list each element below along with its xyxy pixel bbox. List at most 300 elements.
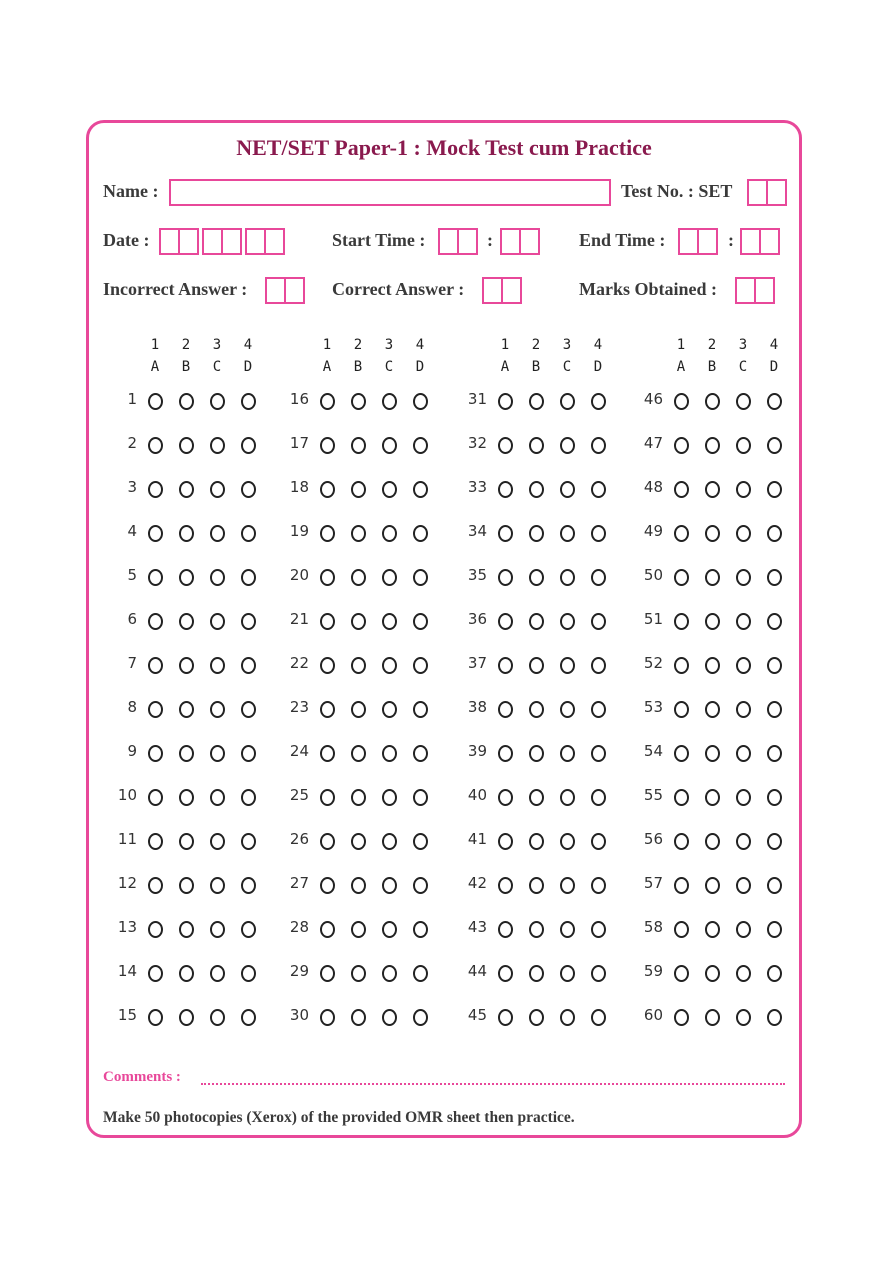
answer-bubble-q48-c[interactable] [736,481,751,498]
answer-bubble-q25-b[interactable] [351,789,366,806]
answer-bubble-q30-b[interactable] [351,1009,366,1026]
answer-bubble-q15-a[interactable] [148,1009,163,1026]
end-minute-box[interactable] [759,228,780,255]
answer-bubble-q24-a[interactable] [320,745,335,762]
answer-bubble-q56-b[interactable] [705,833,720,850]
answer-bubble-q11-a[interactable] [148,833,163,850]
answer-bubble-q58-c[interactable] [736,921,751,938]
answer-bubble-q49-b[interactable] [705,525,720,542]
answer-bubble-q47-c[interactable] [736,437,751,454]
answer-bubble-q9-b[interactable] [179,745,194,762]
answer-bubble-q6-d[interactable] [241,613,256,630]
answer-bubble-q14-d[interactable] [241,965,256,982]
answer-bubble-q15-b[interactable] [179,1009,194,1026]
start-hour-boxes[interactable] [438,228,476,255]
end-hour-box[interactable] [678,228,699,255]
answer-bubble-q42-d[interactable] [591,877,606,894]
answer-bubble-q53-a[interactable] [674,701,689,718]
answer-bubble-q31-b[interactable] [529,393,544,410]
answer-bubble-q43-b[interactable] [529,921,544,938]
answer-bubble-q3-a[interactable] [148,481,163,498]
test-no-boxes[interactable] [747,179,785,206]
question-number: 25 [289,786,309,804]
answer-bubble-q27-b[interactable] [351,877,366,894]
answer-bubble-q4-d[interactable] [241,525,256,542]
answer-bubble-q20-a[interactable] [320,569,335,586]
answer-bubble-q21-c[interactable] [382,613,397,630]
question-number: 6 [127,610,137,628]
answer-bubble-q26-d[interactable] [413,833,428,850]
answer-bubble-q39-d[interactable] [591,745,606,762]
answer-bubble-q6-b[interactable] [179,613,194,630]
answer-bubble-q35-b[interactable] [529,569,544,586]
answer-bubble-q20-c[interactable] [382,569,397,586]
incorrect-answer-boxes[interactable] [265,277,303,304]
answer-bubble-q23-c[interactable] [382,701,397,718]
answer-bubble-q39-b[interactable] [529,745,544,762]
answer-bubble-q30-d[interactable] [413,1009,428,1026]
answer-bubble-q46-d[interactable] [767,393,782,410]
answer-bubble-q34-b[interactable] [529,525,544,542]
answer-bubble-q52-d[interactable] [767,657,782,674]
answer-bubble-q5-b[interactable] [179,569,194,586]
start-hour-box[interactable] [438,228,459,255]
answer-bubble-q33-c[interactable] [560,481,575,498]
answer-bubble-q18-b[interactable] [351,481,366,498]
answer-bubble-q45-d[interactable] [591,1009,606,1026]
answer-bubble-q50-b[interactable] [705,569,720,586]
answer-bubble-q18-c[interactable] [382,481,397,498]
answer-bubble-q4-a[interactable] [148,525,163,542]
answer-bubble-q50-d[interactable] [767,569,782,586]
date-digit-box[interactable] [245,228,266,255]
answer-bubble-q37-b[interactable] [529,657,544,674]
answer-bubble-q48-b[interactable] [705,481,720,498]
answer-bubble-q48-a[interactable] [674,481,689,498]
answer-bubble-q29-c[interactable] [382,965,397,982]
answer-bubble-q7-c[interactable] [210,657,225,674]
answer-bubble-q22-a[interactable] [320,657,335,674]
answer-bubble-q39-c[interactable] [560,745,575,762]
answer-bubble-q53-d[interactable] [767,701,782,718]
answer-bubble-q40-a[interactable] [498,789,513,806]
incorrect-answer-box[interactable] [284,277,305,304]
answer-bubble-q47-d[interactable] [767,437,782,454]
answer-bubble-q53-b[interactable] [705,701,720,718]
correct-answer-box[interactable] [482,277,503,304]
answer-bubble-q38-b[interactable] [529,701,544,718]
answer-bubble-q44-b[interactable] [529,965,544,982]
answer-bubble-q28-d[interactable] [413,921,428,938]
answer-bubble-q28-a[interactable] [320,921,335,938]
answer-bubble-q56-c[interactable] [736,833,751,850]
answer-bubble-q36-c[interactable] [560,613,575,630]
answer-bubble-q54-a[interactable] [674,745,689,762]
answer-bubble-q4-c[interactable] [210,525,225,542]
answer-bubble-q31-c[interactable] [560,393,575,410]
answer-bubble-q45-a[interactable] [498,1009,513,1026]
answer-bubble-q3-c[interactable] [210,481,225,498]
date-digit-box[interactable] [159,228,180,255]
answer-bubble-q17-a[interactable] [320,437,335,454]
answer-bubble-q58-a[interactable] [674,921,689,938]
answer-bubble-q33-b[interactable] [529,481,544,498]
answer-bubble-q60-d[interactable] [767,1009,782,1026]
end-minute-boxes[interactable] [740,228,778,255]
answer-bubble-q49-c[interactable] [736,525,751,542]
answer-bubble-q8-b[interactable] [179,701,194,718]
option-letter-header: A [322,359,332,375]
answer-bubble-q5-a[interactable] [148,569,163,586]
answer-bubble-q15-d[interactable] [241,1009,256,1026]
answer-bubble-q27-a[interactable] [320,877,335,894]
answer-bubble-q30-c[interactable] [382,1009,397,1026]
answer-bubble-q29-b[interactable] [351,965,366,982]
answer-bubble-q57-d[interactable] [767,877,782,894]
question-number: 45 [467,1006,487,1024]
answer-bubble-q50-a[interactable] [674,569,689,586]
answer-bubble-q26-a[interactable] [320,833,335,850]
answer-bubble-q53-c[interactable] [736,701,751,718]
answer-bubble-q23-a[interactable] [320,701,335,718]
answer-bubble-q31-d[interactable] [591,393,606,410]
answer-bubble-q50-c[interactable] [736,569,751,586]
answer-bubble-q7-a[interactable] [148,657,163,674]
answer-bubble-q2-a[interactable] [148,437,163,454]
instruction-note: Make 50 photocopies (Xerox) of the provided OMR sheet then practice. [103,1109,575,1126]
answer-bubble-q18-a[interactable] [320,481,335,498]
end-hour-box[interactable] [697,228,718,255]
answer-bubble-q25-d[interactable] [413,789,428,806]
answer-bubble-q41-d[interactable] [591,833,606,850]
answer-bubble-q52-b[interactable] [705,657,720,674]
marks-obtained-box[interactable] [735,277,756,304]
option-number-header: 4 [769,337,779,353]
answer-bubble-q32-a[interactable] [498,437,513,454]
option-letter-header: D [593,359,603,375]
answer-bubble-q55-c[interactable] [736,789,751,806]
answer-bubble-q43-a[interactable] [498,921,513,938]
marks-obtained-boxes[interactable] [735,277,773,304]
question-number: 14 [117,962,137,980]
start-minute-box[interactable] [500,228,521,255]
answer-bubble-q25-c[interactable] [382,789,397,806]
marks-obtained-box[interactable] [754,277,775,304]
answer-bubble-q42-a[interactable] [498,877,513,894]
answer-bubble-q31-a[interactable] [498,393,513,410]
question-number: 53 [643,698,663,716]
answer-bubble-q59-a[interactable] [674,965,689,982]
answer-bubble-q45-b[interactable] [529,1009,544,1026]
answer-bubble-q14-a[interactable] [148,965,163,982]
answer-bubble-q42-b[interactable] [529,877,544,894]
answer-bubble-q42-c[interactable] [560,877,575,894]
question-number: 49 [643,522,663,540]
question-number: 47 [643,434,663,452]
answer-bubble-q39-a[interactable] [498,745,513,762]
test-no-label: Test No. : SET [621,181,733,201]
answer-bubble-q51-b[interactable] [705,613,720,630]
answer-bubble-q27-c[interactable] [382,877,397,894]
answer-bubble-q28-c[interactable] [382,921,397,938]
answer-bubble-q25-a[interactable] [320,789,335,806]
answer-bubble-q11-c[interactable] [210,833,225,850]
answer-bubble-q30-a[interactable] [320,1009,335,1026]
answer-bubble-q43-d[interactable] [591,921,606,938]
answer-bubble-q41-c[interactable] [560,833,575,850]
answer-bubble-q19-a[interactable] [320,525,335,542]
answer-bubble-q52-a[interactable] [674,657,689,674]
answer-bubble-q59-b[interactable] [705,965,720,982]
answer-bubble-q29-a[interactable] [320,965,335,982]
answer-bubble-q6-c[interactable] [210,613,225,630]
answer-bubble-q58-b[interactable] [705,921,720,938]
answer-bubble-q2-d[interactable] [241,437,256,454]
answer-bubble-q23-b[interactable] [351,701,366,718]
answer-bubble-q54-b[interactable] [705,745,720,762]
answer-bubble-q36-d[interactable] [591,613,606,630]
answer-bubble-q11-d[interactable] [241,833,256,850]
answer-bubble-q8-d[interactable] [241,701,256,718]
start-minute-box[interactable] [519,228,540,255]
answer-bubble-q16-a[interactable] [320,393,335,410]
option-letter-header: C [738,359,748,375]
answer-bubble-q27-d[interactable] [413,877,428,894]
answer-bubble-q1-a[interactable] [148,393,163,410]
answer-bubble-q12-b[interactable] [179,877,194,894]
date-digit-box[interactable] [178,228,199,255]
answer-bubble-q2-c[interactable] [210,437,225,454]
answer-bubble-q21-b[interactable] [351,613,366,630]
correct-answer-boxes[interactable] [482,277,520,304]
answer-bubble-q38-d[interactable] [591,701,606,718]
answer-bubble-q35-c[interactable] [560,569,575,586]
answer-bubble-q13-d[interactable] [241,921,256,938]
answer-bubble-q54-d[interactable] [767,745,782,762]
answer-bubble-q10-b[interactable] [179,789,194,806]
answer-bubble-q35-a[interactable] [498,569,513,586]
answer-bubble-q44-c[interactable] [560,965,575,982]
answer-bubble-q36-a[interactable] [498,613,513,630]
answer-bubble-q37-a[interactable] [498,657,513,674]
answer-bubble-q59-c[interactable] [736,965,751,982]
answer-bubble-q10-a[interactable] [148,789,163,806]
answer-bubble-q9-a[interactable] [148,745,163,762]
answer-bubble-q60-c[interactable] [736,1009,751,1026]
answer-bubble-q5-c[interactable] [210,569,225,586]
answer-bubble-q19-b[interactable] [351,525,366,542]
answer-bubble-q28-b[interactable] [351,921,366,938]
question-number: 22 [289,654,309,672]
answer-bubble-q57-a[interactable] [674,877,689,894]
option-number-header: 4 [593,337,603,353]
answer-bubble-q55-d[interactable] [767,789,782,806]
test-no-digit-box[interactable] [747,179,768,206]
date-digit-box[interactable] [264,228,285,255]
end-hour-boxes[interactable] [678,228,716,255]
answer-bubble-q9-c[interactable] [210,745,225,762]
answer-bubble-q26-b[interactable] [351,833,366,850]
answer-bubble-q22-d[interactable] [413,657,428,674]
answer-bubble-q3-d[interactable] [241,481,256,498]
answer-bubble-q38-c[interactable] [560,701,575,718]
answer-bubble-q1-d[interactable] [241,393,256,410]
answer-bubble-q34-c[interactable] [560,525,575,542]
answer-bubble-q33-d[interactable] [591,481,606,498]
answer-bubble-q33-a[interactable] [498,481,513,498]
answer-bubble-q40-c[interactable] [560,789,575,806]
answer-bubble-q1-b[interactable] [179,393,194,410]
answer-bubble-q20-b[interactable] [351,569,366,586]
answer-bubble-q21-d[interactable] [413,613,428,630]
answer-bubble-q10-c[interactable] [210,789,225,806]
answer-bubble-q19-d[interactable] [413,525,428,542]
answer-bubble-q15-c[interactable] [210,1009,225,1026]
answer-bubble-q1-c[interactable] [210,393,225,410]
answer-bubble-q60-b[interactable] [705,1009,720,1026]
answer-bubble-q48-d[interactable] [767,481,782,498]
question-number: 59 [643,962,663,980]
answer-bubble-q41-b[interactable] [529,833,544,850]
date-digit-box[interactable] [202,228,223,255]
question-number: 20 [289,566,309,584]
answer-bubble-q46-c[interactable] [736,393,751,410]
answer-bubble-q32-c[interactable] [560,437,575,454]
answer-bubble-q44-a[interactable] [498,965,513,982]
question-number: 24 [289,742,309,760]
answer-bubble-q44-d[interactable] [591,965,606,982]
start-hour-box[interactable] [457,228,478,255]
answer-bubble-q46-a[interactable] [674,393,689,410]
answer-bubble-q16-c[interactable] [382,393,397,410]
answer-bubble-q38-a[interactable] [498,701,513,718]
question-number: 21 [289,610,309,628]
answer-bubble-q43-c[interactable] [560,921,575,938]
answer-bubble-q8-c[interactable] [210,701,225,718]
answer-bubble-q5-d[interactable] [241,569,256,586]
answer-bubble-q32-b[interactable] [529,437,544,454]
date-digit-box[interactable] [221,228,242,255]
answer-bubble-q40-d[interactable] [591,789,606,806]
answer-bubble-q49-a[interactable] [674,525,689,542]
answer-bubble-q12-d[interactable] [241,877,256,894]
answer-bubble-q41-a[interactable] [498,833,513,850]
answer-bubble-q6-a[interactable] [148,613,163,630]
question-number: 4 [127,522,137,540]
answer-bubble-q49-d[interactable] [767,525,782,542]
answer-bubble-q51-d[interactable] [767,613,782,630]
answer-bubble-q55-b[interactable] [705,789,720,806]
answer-bubble-q46-b[interactable] [705,393,720,410]
answer-bubble-q51-c[interactable] [736,613,751,630]
answer-bubble-q56-d[interactable] [767,833,782,850]
test-no-digit-box[interactable] [766,179,787,206]
answer-bubble-q12-c[interactable] [210,877,225,894]
answer-bubble-q7-b[interactable] [179,657,194,674]
answer-bubble-q17-c[interactable] [382,437,397,454]
answer-bubble-q54-c[interactable] [736,745,751,762]
answer-bubble-q7-d[interactable] [241,657,256,674]
answer-bubble-q35-d[interactable] [591,569,606,586]
answer-bubble-q13-a[interactable] [148,921,163,938]
answer-bubble-q24-d[interactable] [413,745,428,762]
answer-bubble-q58-d[interactable] [767,921,782,938]
answer-bubble-q14-b[interactable] [179,965,194,982]
answer-bubble-q17-b[interactable] [351,437,366,454]
answer-bubble-q21-a[interactable] [320,613,335,630]
answer-bubble-q40-b[interactable] [529,789,544,806]
answer-bubble-q24-b[interactable] [351,745,366,762]
question-number: 30 [289,1006,309,1024]
answer-bubble-q34-a[interactable] [498,525,513,542]
answer-bubble-q51-a[interactable] [674,613,689,630]
answer-bubble-q20-d[interactable] [413,569,428,586]
answer-bubble-q36-b[interactable] [529,613,544,630]
answer-bubble-q60-a[interactable] [674,1009,689,1026]
answer-bubble-q47-a[interactable] [674,437,689,454]
answer-bubble-q37-d[interactable] [591,657,606,674]
question-number: 57 [643,874,663,892]
answer-bubble-q12-a[interactable] [148,877,163,894]
answer-bubble-q57-c[interactable] [736,877,751,894]
answer-bubble-q18-d[interactable] [413,481,428,498]
answer-bubble-q45-c[interactable] [560,1009,575,1026]
answer-bubble-q56-a[interactable] [674,833,689,850]
answer-bubble-q34-d[interactable] [591,525,606,542]
answer-bubble-q23-d[interactable] [413,701,428,718]
answer-bubble-q57-b[interactable] [705,877,720,894]
correct-answer-box[interactable] [501,277,522,304]
answer-bubble-q13-b[interactable] [179,921,194,938]
answer-bubble-q55-a[interactable] [674,789,689,806]
answer-bubble-q19-c[interactable] [382,525,397,542]
answer-bubble-q14-c[interactable] [210,965,225,982]
answer-bubble-q10-d[interactable] [241,789,256,806]
answer-bubble-q4-b[interactable] [179,525,194,542]
answer-bubble-q29-d[interactable] [413,965,428,982]
end-minute-box[interactable] [740,228,761,255]
name-field[interactable] [169,179,611,206]
comments-line[interactable] [201,1083,785,1085]
start-minute-boxes[interactable] [500,228,538,255]
answer-bubble-q16-b[interactable] [351,393,366,410]
answer-bubble-q2-b[interactable] [179,437,194,454]
question-number: 52 [643,654,663,672]
option-number-header: 1 [500,337,510,353]
answer-bubble-q13-c[interactable] [210,921,225,938]
option-number-header: 3 [384,337,394,353]
incorrect-answer-box[interactable] [265,277,286,304]
answer-bubble-q47-b[interactable] [705,437,720,454]
answer-bubble-q52-c[interactable] [736,657,751,674]
answer-bubble-q11-b[interactable] [179,833,194,850]
answer-bubble-q22-b[interactable] [351,657,366,674]
answer-bubble-q32-d[interactable] [591,437,606,454]
option-letter-header: D [243,359,253,375]
answer-bubble-q3-b[interactable] [179,481,194,498]
answer-bubble-q59-d[interactable] [767,965,782,982]
answer-bubble-q22-c[interactable] [382,657,397,674]
answer-bubble-q24-c[interactable] [382,745,397,762]
date-boxes[interactable] [159,228,283,255]
answer-bubble-q9-d[interactable] [241,745,256,762]
answer-bubble-q26-c[interactable] [382,833,397,850]
answer-bubble-q37-c[interactable] [560,657,575,674]
answer-bubble-q17-d[interactable] [413,437,428,454]
answer-bubble-q16-d[interactable] [413,393,428,410]
question-number: 34 [467,522,487,540]
answer-bubble-q8-a[interactable] [148,701,163,718]
